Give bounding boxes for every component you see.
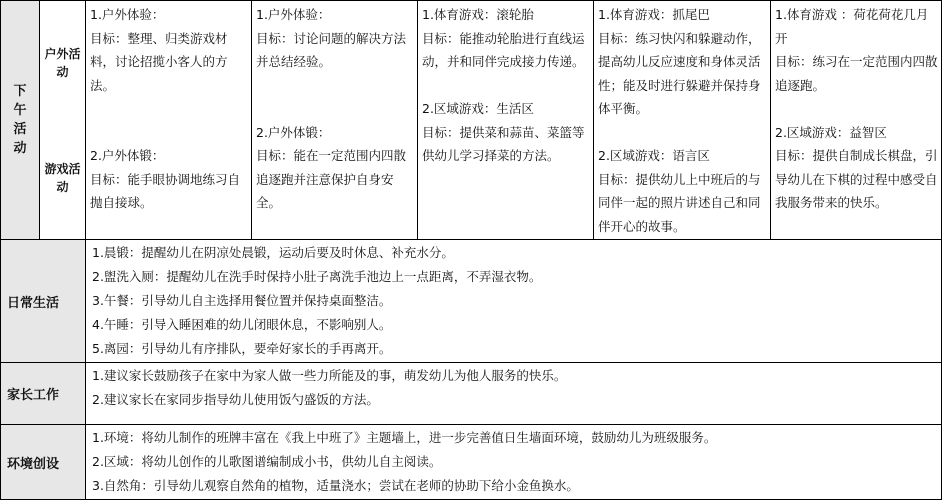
activity-b-title: 2.户外体锻：	[90, 148, 165, 163]
activity-b-title: 2.户外体锻：	[256, 124, 331, 140]
environment-item: 3.自然角：引导幼儿观察自然角的植物，适量浇水；尝试在老师的协助下给小金鱼换水。	[92, 478, 579, 493]
parents-item: 1.建议家长鼓励孩子在家中为家人做一些力所能及的事，萌发幼儿为他人服务的快乐。	[92, 368, 567, 383]
environment-item: 1.环境：将幼儿制作的班牌丰富在《我上中班了》主题墙上，进一步完善值日生墙面环境，鼓励幼儿为班级服务。	[92, 430, 717, 445]
day-cell-5	[771, 1, 942, 240]
environment-content	[86, 425, 942, 500]
day-cell-3	[418, 1, 594, 240]
day-cell-1	[86, 1, 252, 240]
outdoor-activity-label: 户外活动	[44, 46, 81, 79]
daily-life-item: 5.离园：引导幼儿有序排队，要牵好家长的手再离开。	[92, 341, 392, 356]
activity-b-desc: 目标：提供自制成长棋盘，引导幼儿在下棋的过程中感受自我服务带来的快乐。	[775, 148, 938, 210]
daily-life-label: 日常生活	[1, 240, 86, 363]
activity-a-title: 1.户外体验：	[256, 7, 331, 22]
daily-life-row	[1, 240, 942, 363]
activity-b-desc: 目标：能手眼协调地练习自抛自接球。	[90, 171, 241, 210]
activity-a-desc: 目标：讨论问题的解决方法并总结经验。	[256, 30, 407, 69]
parents-row	[1, 363, 942, 425]
day-cell-4	[594, 1, 771, 240]
activity-b-title: 2.区域游戏：益智区	[775, 124, 887, 140]
activity-a-desc: 目标：整理、归类游戏材料，讨论招揽小客人的方法。	[90, 30, 228, 93]
daily-life-item: 1.晨锻：提醒幼儿在阴凉处晨锻，运动后要及时休息、补充水分。	[92, 245, 454, 260]
afternoon-sub-label-cell	[40, 1, 86, 240]
activity-a-title: 1.户外体验：	[90, 7, 165, 22]
afternoon-label-cell	[1, 1, 40, 240]
day-cell-2	[252, 1, 418, 240]
activity-b-title: 2.区域游戏：生活区	[422, 101, 534, 116]
activity-b-desc: 目标：提供菜和蒜苗、菜篮等供幼儿学习择菜的方法。	[422, 124, 585, 163]
activity-b-desc: 目标：能在一定范围内四散追逐跑并注意保护自身安全。	[256, 148, 407, 210]
environment-label: 环境创设	[1, 425, 86, 500]
parents-label: 家长工作	[1, 363, 86, 425]
afternoon-row	[1, 1, 942, 240]
daily-life-item: 2.盥洗入厕：提醒幼儿在洗手时保持小肚子离洗手池边上一点距离，不弄湿衣物。	[92, 269, 542, 284]
afternoon-label: 下午活动	[13, 84, 27, 156]
activity-a-desc: 目标：练习在一定范围内四散追逐跑。	[775, 54, 938, 93]
daily-life-item: 3.午餐：引导幼儿自主选择用餐位置并保持桌面整洁。	[92, 293, 392, 308]
environment-row	[1, 425, 942, 500]
daily-life-item: 4.午睡：引导入睡困难的幼儿闭眼休息，不影响别人。	[92, 317, 392, 332]
game-activity-label: 游戏活动	[44, 161, 81, 194]
parents-content	[86, 363, 942, 425]
activity-a-title: 1.体育游戏：抓尾巴	[598, 7, 710, 22]
activity-b-desc: 目标：提供幼儿上中班后的与同伴一起的照片讲述自己和同伴开心的故事。	[598, 171, 761, 234]
activity-b-title: 2.区域游戏：语言区	[598, 148, 710, 163]
parents-item: 2.建议家长在家同步指导幼儿使用饭勺盛饭的方法。	[92, 392, 379, 407]
daily-life-content	[86, 240, 942, 363]
activity-a-title: 1.体育游戏 ：荷花荷花几月开	[775, 7, 929, 46]
environment-item: 2.区域：将幼儿创作的儿歌图谱编制成小书，供幼儿自主阅读。	[92, 454, 442, 469]
activity-a-title: 1.体育游戏：滚轮胎	[422, 7, 534, 22]
activity-a-desc: 目标：能推动轮胎进行直线运动，并和同伴完成接力传递。	[422, 30, 585, 69]
activity-a-desc: 目标：练习快闪和躲避动作，提高幼儿反应速度和身体灵活性；能及时进行躲避并保持身体平衡。	[598, 30, 761, 116]
